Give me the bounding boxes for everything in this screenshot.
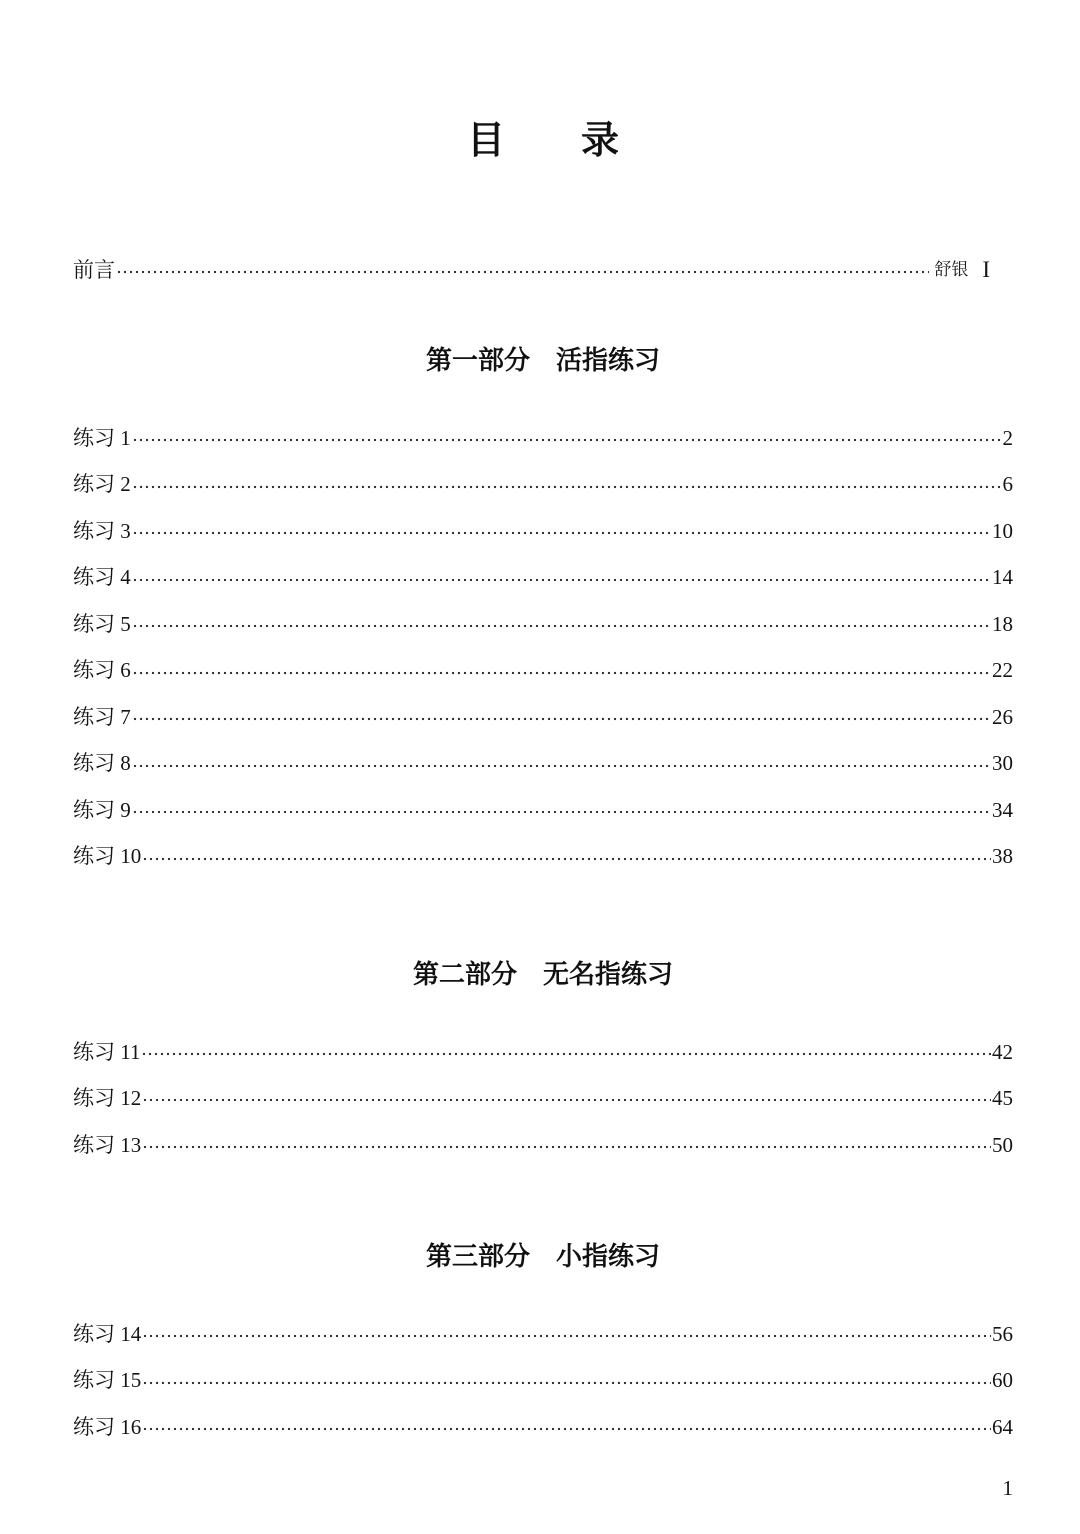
dot-leader <box>141 1052 991 1056</box>
entry-label: 练习 4 <box>73 565 131 590</box>
toc-entry <box>73 508 1013 555</box>
entry-label: 练习 6 <box>73 658 131 683</box>
entry-list <box>73 1311 1013 1451</box>
toc-entry <box>73 787 1013 834</box>
dot-leader <box>132 438 1002 442</box>
toc-entry <box>73 1404 1013 1451</box>
dot-leader <box>142 1427 991 1431</box>
entry-page-number: 38 <box>992 844 1013 869</box>
entry-label: 练习 5 <box>73 611 131 636</box>
toc-entry <box>73 833 1013 880</box>
toc-entry <box>73 740 1013 787</box>
toc-entry <box>73 415 1013 462</box>
section-heading: 第三部分 小指练习 <box>425 1242 660 1272</box>
toc-entry <box>73 1075 1013 1122</box>
dot-leader <box>132 578 991 582</box>
section-heading: 第二部分 无名指练习 <box>412 959 673 990</box>
entry-label: 练习 11 <box>73 1039 141 1064</box>
entry-page-number: 45 <box>992 1086 1013 1110</box>
toc-section-part-3 <box>73 1237 1013 1450</box>
toc-entry <box>73 1311 1013 1358</box>
entry-label: 练习 14 <box>73 1321 142 1346</box>
entry-page-number: 22 <box>992 658 1013 683</box>
entry-page-number: 56 <box>992 1321 1013 1346</box>
entry-list <box>73 415 1013 880</box>
entry-page-number: 18 <box>992 611 1013 636</box>
dot-leader <box>132 624 991 628</box>
dot-leader <box>142 1381 991 1385</box>
entry-page-number: 34 <box>992 797 1013 822</box>
toc-entry <box>73 1122 1013 1169</box>
dot-leader <box>142 857 991 861</box>
entry-label: 练习 3 <box>73 518 131 543</box>
entry-list <box>73 1029 1013 1169</box>
toc-entry <box>73 1029 1013 1076</box>
entry-page-number: 60 <box>992 1368 1013 1393</box>
entry-label: 练习 7 <box>73 704 131 729</box>
entry-page-number: 10 <box>992 518 1013 543</box>
toc-entry <box>73 647 1013 694</box>
dot-leader <box>132 485 1002 489</box>
toc-entry-preface <box>73 250 990 290</box>
dot-leader <box>132 671 991 675</box>
entry-page-number: 26 <box>992 704 1013 729</box>
entry-page-number: 42 <box>992 1039 1013 1064</box>
page-number: 1 <box>1002 1476 1013 1500</box>
section-heading: 第一部分 活指练习 <box>425 346 660 376</box>
dot-leader <box>142 1145 991 1149</box>
entry-page-number: 64 <box>992 1414 1013 1439</box>
toc-entry <box>73 601 1013 648</box>
toc-section-part-2 <box>73 955 1013 1168</box>
toc-entry <box>73 694 1013 741</box>
entry-label: 练习 13 <box>73 1132 142 1157</box>
toc-entry <box>73 554 1013 601</box>
entry-label: 练习 2 <box>73 472 131 497</box>
toc-section-part-1 <box>73 341 1013 880</box>
entry-label: 练习 8 <box>73 751 131 776</box>
dot-leader <box>132 531 991 535</box>
entry-label: 练习 12 <box>73 1086 142 1110</box>
toc-entry <box>73 1357 1013 1404</box>
entry-label: 练习 9 <box>73 797 131 822</box>
entry-label: 练习 16 <box>73 1414 142 1439</box>
dot-leader <box>116 270 929 274</box>
entry-page-number: 2 <box>1002 425 1013 450</box>
entry-page-number: 6 <box>1002 472 1013 497</box>
dot-leader <box>132 810 991 814</box>
page-title: 目 录 <box>466 118 619 162</box>
entry-label: 练习 10 <box>73 844 142 869</box>
dot-leader <box>132 717 991 721</box>
entry-label: 练习 15 <box>73 1368 142 1393</box>
entry-page-number: 50 <box>992 1132 1013 1157</box>
toc-entry <box>73 461 1013 508</box>
preface-label: 前言 <box>73 258 115 282</box>
dot-leader <box>142 1098 991 1102</box>
entry-label: 练习 1 <box>73 425 131 450</box>
entry-page-number: 30 <box>992 751 1013 776</box>
preface-page-number: I <box>982 257 990 282</box>
dot-leader <box>142 1334 991 1338</box>
entry-page-number: 14 <box>992 565 1013 590</box>
preface-author: 舒银 <box>934 260 969 279</box>
dot-leader <box>132 764 991 768</box>
